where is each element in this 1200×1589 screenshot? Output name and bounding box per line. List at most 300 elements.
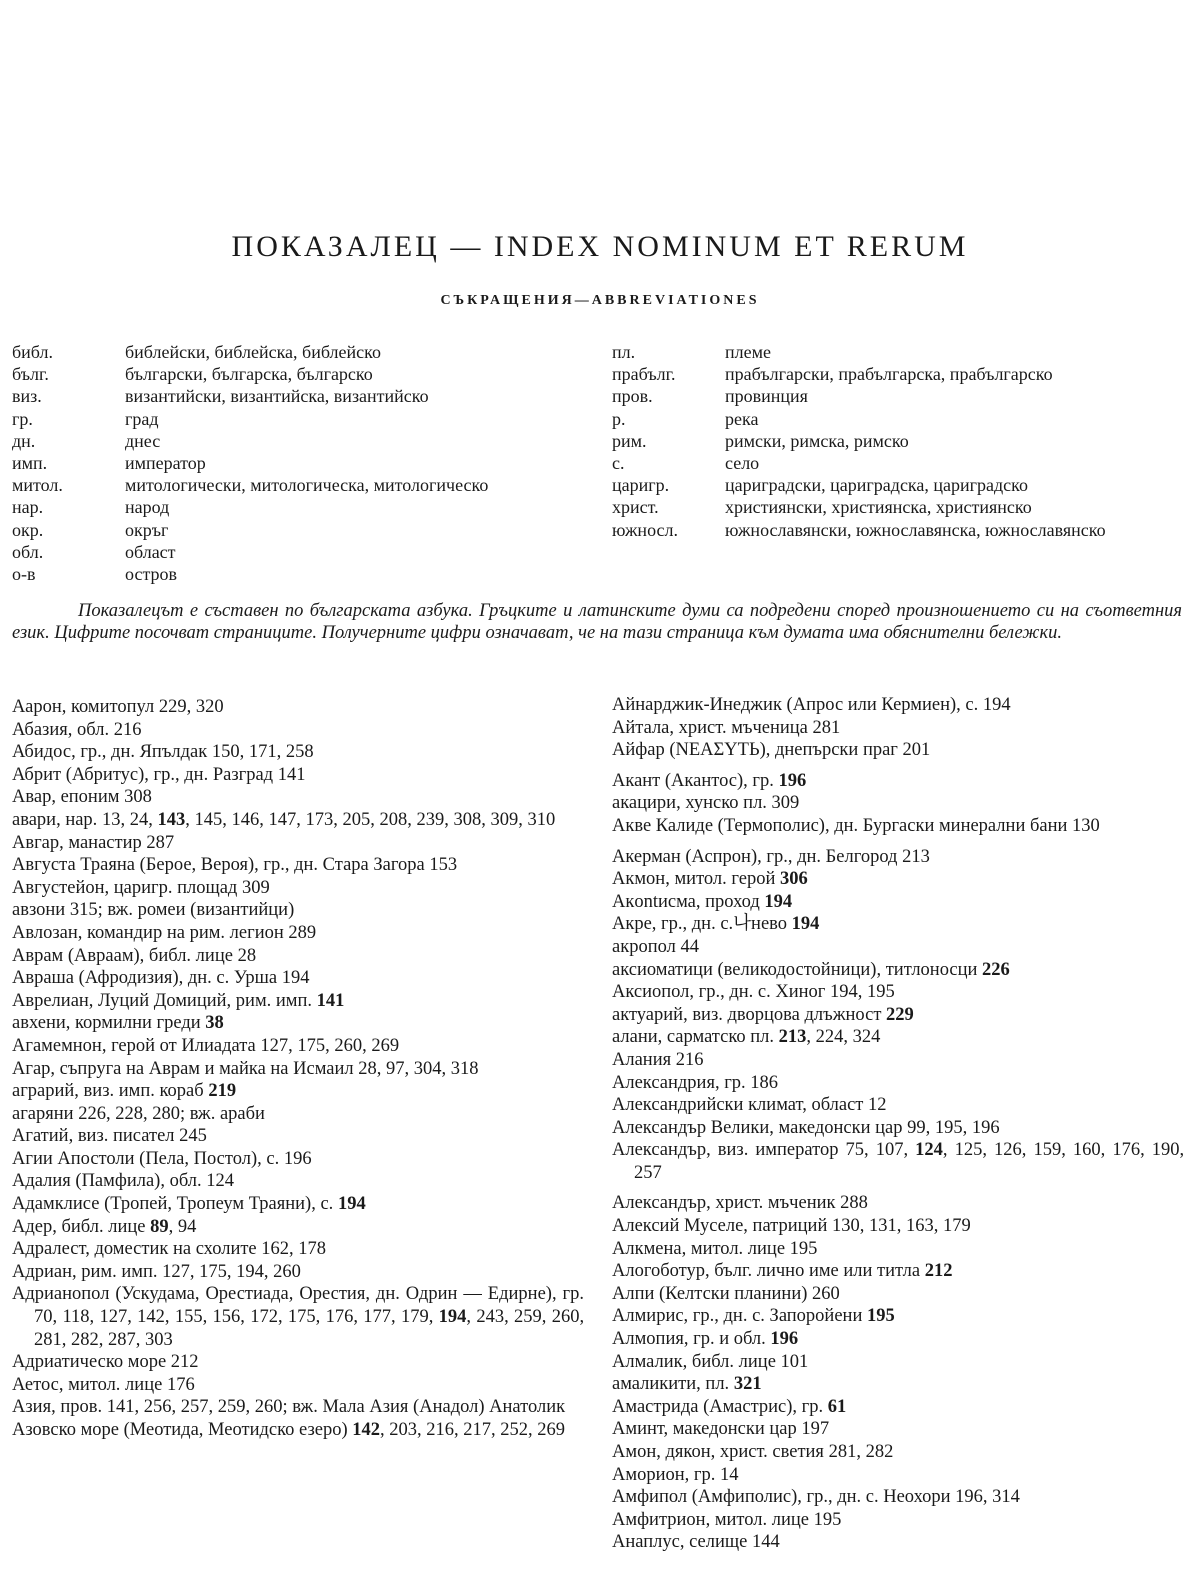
abbreviation-meaning: български, българска, българско — [125, 364, 373, 385]
page-ref: 144 — [751, 1532, 780, 1553]
index-entry — [12, 1170, 584, 1193]
index-entry — [612, 1328, 1184, 1351]
page-ref: 176 — [166, 1374, 195, 1395]
page-ref: 175 — [287, 1307, 316, 1328]
abbreviation-meaning: християнски, християнска, християнско — [725, 497, 1032, 518]
index-entry: алани, сарматско пл. 213, 224, 324 — [612, 1027, 881, 1048]
page-ref: 14 — [719, 1464, 739, 1485]
page-ref: 127 — [99, 1307, 128, 1328]
index-entry-headword: авари, нар. — [12, 809, 98, 830]
index-entry-headword: Амфитрион, митол. лице — [612, 1509, 809, 1530]
index-entry-headword: Агар, съпруга на Аврам и майка на Исмаил — [12, 1058, 354, 1079]
index-entry: Амфипол (Амфиполис), гр., дн. с. Неохори 196, 314 — [612, 1487, 1020, 1508]
index-entry — [12, 786, 584, 809]
abbreviation-row — [612, 430, 1182, 452]
index-entry — [12, 854, 584, 877]
index-entry-headword: Александър, христ. мъченик — [612, 1193, 836, 1214]
abbreviation-term: о-в — [12, 564, 36, 585]
index-entry: Александър Велики, македонски цар 99, 195, 196 — [612, 1117, 1000, 1138]
page-ref: 195 — [867, 982, 895, 1003]
index-entry-headword: акацири, хунско пл. — [612, 793, 767, 814]
index-entry-headword: Авлозан, командир на рим. легион — [12, 922, 284, 943]
page-ref: 126 — [994, 1140, 1022, 1161]
page-title: ПОКАЗАЛЕЦ — INDEX NOMINUM ET RERUM — [231, 230, 969, 263]
index-entry-headword: Алпи (Келтски планини) — [612, 1283, 808, 1304]
index-entry-headword: аграрий, виз. имп. кораб — [12, 1081, 204, 1102]
index-entry: Азовско море (Меотида, Меотидско езеро) 142, 203, 216, 217, 252, 269 — [12, 1420, 566, 1440]
index-entry-headword: Агии Апостоли (Пела, Постол), с. — [12, 1148, 280, 1169]
abbreviation-meaning: окръг — [125, 519, 169, 540]
abbreviation-term: южносл. — [612, 519, 678, 540]
index-entry-headword: Акontисма, проход — [612, 891, 760, 912]
index-entry — [612, 1305, 1184, 1328]
index-entry-headword: Алмопия, гр. и обл. — [612, 1329, 766, 1350]
abbreviation-term: дн. — [12, 430, 36, 451]
page-ref: 176 — [325, 1307, 354, 1328]
index-entry — [612, 959, 1184, 982]
abbreviation-meaning: остров — [125, 564, 178, 585]
index-entry-headword: Айнарджик-Инеджик (Апрос или Кермиен), с. — [612, 695, 979, 715]
index-entry: Адер, библ. лице 89, 94 — [12, 1216, 197, 1237]
index-entry-headword: Алания — [612, 1049, 672, 1070]
page-ref: 308 — [124, 787, 152, 808]
abbreviation-meaning: племе — [725, 342, 771, 362]
abbreviation-term: бълг. — [12, 364, 49, 385]
page-ref: 195 — [789, 1238, 818, 1259]
index-entry — [12, 922, 584, 945]
index-entry: Адрианопол (Ускудама, Орестиада, Орестия, дн. Одрин — Едирне), гр. 70, 118, 127, 142, 155, 156, 172, 175, 176, 177, 179, 194, 243, 259, 260, 281, 282, 287, 303 — [12, 1284, 585, 1350]
index-entry — [12, 1374, 584, 1397]
index-entry: Агар, съпруга на Аврам и майка на Исмаил 28, 97, 304, 318 — [12, 1058, 479, 1079]
page-ref: 304 — [413, 1058, 442, 1079]
index-entry: агаряни 226, 228, 280; вж. араби — [12, 1103, 265, 1124]
index-entry-headword: авхени, кормилни греди — [12, 1013, 201, 1034]
page-ref: 245 — [179, 1126, 207, 1147]
abbreviation-meaning: днес — [125, 430, 161, 451]
index-entry-headword: Акмон, митол. герой — [612, 869, 776, 890]
abbreviation-meaning: южнославянски, южнославянска, южнославянско — [725, 519, 1106, 540]
index-entry-headword: Акант (Акантос), гр. — [612, 770, 774, 791]
page-ref: 243 — [476, 1307, 505, 1328]
page-ref: 28 — [358, 1058, 377, 1079]
index-entry-headword: Адамклисе (Тропей, Тропеум Траяни), с. — [12, 1194, 334, 1215]
page-ref: 260 — [273, 1261, 301, 1282]
abbreviation-row — [612, 452, 1182, 474]
index-note: Показалецът е съставен по българската азбука. Гръцките и латинските думи са подредени според произношението си на съответния език. Цифрите посочват страниците. Получерните цифри означават, че на тази страница към думата има обяснителни бележки. — [12, 601, 1182, 643]
page-ref: 260 — [812, 1283, 840, 1304]
index-entry-crossref: ; вж. Мала Азия (Анадол) Анатолик — [282, 1397, 566, 1418]
page-ref: 13 — [101, 809, 121, 830]
page-ref: 259 — [217, 1397, 246, 1418]
index-entry — [12, 1148, 584, 1171]
page-ref: 260 — [551, 1307, 580, 1328]
index-entry-headword: Адер, библ. лице — [12, 1216, 146, 1237]
page-ref: 281 — [34, 1329, 62, 1350]
page-ref: 282 — [865, 1442, 894, 1462]
page-ref: 269 — [537, 1420, 566, 1440]
index-entry — [612, 717, 1184, 740]
index-entry-headword: Адриан, рим. имп. — [12, 1261, 158, 1282]
page-ref: 205 — [342, 809, 371, 830]
abbreviation-row — [12, 519, 592, 541]
index-entry — [612, 1351, 1184, 1374]
abbreviation-term: пров. — [612, 386, 653, 407]
page-ref: 190 — [1151, 1140, 1180, 1161]
index-entry — [612, 1283, 1184, 1306]
page-ref: 28 — [237, 945, 257, 966]
page-ref-bold: 213 — [778, 1027, 807, 1048]
index-entry-headword: Авгар, манастир — [12, 832, 142, 853]
page-ref: 179 — [942, 1216, 971, 1237]
index-entry — [612, 913, 1184, 936]
page-ref: 287 — [108, 1329, 136, 1350]
abbreviation-row — [612, 496, 1182, 518]
page-ref: 212 — [170, 1352, 199, 1373]
index-entry-headword: Авраша (Афродизия), дн. с. Урша — [12, 968, 278, 989]
page-ref-bold: 194 — [337, 1194, 366, 1215]
page-ref: 12 — [868, 1095, 887, 1116]
page-ref: 147 — [268, 809, 297, 830]
index-entry — [612, 792, 1184, 815]
index-entry — [12, 719, 584, 742]
index-entry-headword: алани, сарматско пл. — [612, 1027, 775, 1048]
abbreviation-row — [612, 385, 1182, 407]
page-ref: 260 — [254, 1397, 283, 1418]
index-entry: Адралест, доместик на схолите 162, 178 — [12, 1239, 327, 1260]
index-entry — [612, 1072, 1184, 1095]
page-ref: 176 — [1112, 1140, 1141, 1161]
page-ref: 239 — [416, 809, 445, 830]
index-entry-headword: Алкмена, митол. лице — [612, 1238, 786, 1259]
index-entry — [612, 1373, 1184, 1396]
index-entry — [612, 1049, 1184, 1072]
index-entry — [612, 770, 1184, 793]
page-ref-bold: 142 — [352, 1420, 381, 1440]
abbreviation-term: митол. — [12, 475, 63, 496]
abbreviation-row — [12, 385, 592, 407]
index-entry — [612, 868, 1184, 891]
page-ref: 229 — [158, 697, 187, 717]
index-entry — [612, 815, 1184, 838]
page-ref: 310 — [527, 809, 556, 830]
page-ref: 213 — [902, 846, 930, 867]
index-entry-headword: Акве Калиде (Термополис), дн. Бургаски минерални бани — [612, 815, 1068, 836]
page-ref: 160 — [1072, 1140, 1101, 1161]
index-entry-headword: агаряни — [12, 1103, 74, 1124]
page-ref-bold: 306 — [779, 869, 808, 890]
page-ref: 257 — [180, 1397, 209, 1418]
index-entry — [12, 1012, 584, 1035]
page-ref: 178 — [298, 1239, 327, 1260]
page-ref: 155 — [174, 1307, 203, 1328]
page-ref: 177 — [363, 1307, 392, 1328]
index-entry-headword: Аетос, митол. лице — [12, 1374, 163, 1395]
page-ref: 216 — [426, 1420, 455, 1440]
page-ref-bold: 195 — [866, 1306, 895, 1327]
page-ref: 141 — [277, 764, 306, 785]
index-right-column — [612, 694, 1184, 1554]
page-ref: 156 — [212, 1307, 241, 1328]
abbreviation-term: гр. — [12, 408, 33, 429]
page-ref: 186 — [750, 1072, 779, 1093]
page-ref: 196 — [955, 1487, 983, 1508]
abbreviation-row — [612, 519, 1182, 541]
page-ref: 216 — [113, 719, 142, 740]
page-ref-bold: 219 — [208, 1081, 237, 1102]
index-entry-headword: Анаплус, селище — [612, 1532, 748, 1553]
page-ref: 256 — [143, 1397, 172, 1418]
abbreviation-term: с. — [612, 453, 625, 474]
abbreviation-meaning: император — [125, 453, 206, 474]
page-ref: 280 — [152, 1103, 180, 1124]
page-ref-bold: 226 — [982, 959, 1010, 980]
abbreviation-row — [612, 363, 1182, 385]
index-entry-headword: Адриатическо море — [12, 1352, 167, 1373]
abbreviation-row — [12, 452, 592, 474]
page-ref-bold: 212 — [924, 1261, 953, 1282]
page-ref: 179 — [400, 1307, 429, 1328]
index-entry-headword: Абидос, гр., дн. Япълдак — [12, 742, 208, 763]
index-entry-headword: Айтала, христ. мъченица — [612, 717, 808, 738]
page-ref: 287 — [146, 832, 175, 853]
page-ref-bold: 194 — [438, 1307, 467, 1328]
page-ref: 141 — [106, 1397, 135, 1418]
page-ref: 173 — [305, 809, 334, 830]
index-entry-headword: Александър Велики, македонски цар — [612, 1117, 903, 1138]
index-entry: Абидос, гр., дн. Япълдак 150, 171, 258 — [12, 742, 314, 763]
index-entry — [12, 1351, 584, 1374]
index-entry-headword: Адрианопол (Ускудама, Орестиада, Орестия, дн. Одрин — Едирне), гр. — [12, 1284, 584, 1305]
page-ref: 324 — [852, 1027, 881, 1048]
index-entry — [612, 1094, 1184, 1117]
page-ref: 127 — [162, 1261, 190, 1282]
abbreviation-meaning: римски, римска, римско — [725, 430, 909, 451]
index-entry: Алексий Муселе, патриций 130, 131, 163, 179 — [612, 1216, 971, 1237]
index-entry-headword: амаликити, пл. — [612, 1374, 730, 1395]
page-ref-bold: 194 — [791, 914, 820, 935]
abbreviation-meaning: село — [725, 453, 760, 474]
page-ref: 124 — [206, 1171, 235, 1192]
index-entry — [612, 1464, 1184, 1487]
abbreviation-term: имп. — [12, 453, 48, 474]
page-ref-bold: 61 — [827, 1396, 847, 1417]
page-ref: 194 — [236, 1261, 264, 1282]
abbreviation-term: нар. — [12, 497, 44, 518]
page-ref-bold: 321 — [733, 1374, 762, 1395]
page-ref: 145 — [194, 809, 223, 830]
page-ref: 171 — [248, 742, 277, 763]
page-ref: 318 — [450, 1058, 479, 1079]
page-ref-bold: 194 — [764, 891, 793, 912]
index-entry-headword: Абазия, обл. — [12, 719, 110, 740]
page-ref: 281 — [812, 717, 841, 738]
page-ref: 175 — [199, 1261, 227, 1282]
index-entry — [12, 990, 584, 1013]
abbreviation-term: обл. — [12, 541, 44, 562]
abbreviation-row — [12, 563, 592, 585]
index-entry — [612, 1531, 1184, 1554]
index-entry-headword: Александрия, гр. — [612, 1072, 746, 1093]
page-ref: 269 — [371, 1035, 400, 1056]
abbreviation-term: рим. — [612, 430, 647, 451]
page-ref: 252 — [500, 1420, 529, 1440]
index-entry — [612, 1238, 1184, 1261]
page-ref: 224 — [815, 1027, 844, 1048]
page-ref: 203 — [389, 1420, 418, 1440]
index-entry: Аарон, комитопул 229, 320 — [12, 697, 224, 717]
abbreviation-meaning: библейски, библейска, библейско — [125, 342, 381, 362]
page-ref: 309 — [771, 793, 800, 814]
index-entry-headword: Адалия (Памфила), обл. — [12, 1171, 202, 1192]
page-ref-bold: 229 — [886, 1004, 914, 1025]
index-entry-headword: актуарий, виз. дворцова длъжност — [612, 1004, 882, 1025]
page-ref: 194 — [281, 968, 310, 989]
index-entry — [612, 1192, 1184, 1215]
abbreviation-row — [612, 341, 1182, 363]
page-ref: 289 — [288, 922, 317, 943]
page-ref: 175 — [297, 1035, 326, 1056]
index-entry — [12, 967, 584, 990]
page-ref-bold: 124 — [915, 1140, 943, 1161]
index-entry: Адриан, рим. имп. 127, 175, 194, 260 — [12, 1261, 301, 1282]
abbreviation-term: р. — [612, 408, 626, 429]
index-entry — [612, 936, 1184, 959]
abbreviation-row — [12, 408, 592, 430]
page-ref-bold: 89 — [150, 1216, 169, 1237]
index-entry — [12, 899, 584, 922]
index-entry — [612, 739, 1184, 762]
page-ref: 107 — [875, 1140, 904, 1161]
index-entry-headword: Алогоботур, бълг. лично име или титла — [612, 1261, 921, 1282]
index-entry-headword: Алексий Муселе, патриций — [612, 1216, 828, 1237]
page-ref: 153 — [429, 855, 458, 876]
index-entry-headword: Азия, пров. — [12, 1397, 103, 1418]
abbreviation-row — [12, 363, 592, 385]
page-ref: 195 — [934, 1117, 963, 1138]
index-entry-headword: Августа Траяна (Берое, Вероя), гр., дн. Стара Загора — [12, 855, 425, 876]
index-entry: Амон, дякон, христ. светия 281, 282 — [612, 1442, 894, 1462]
index-entry — [612, 846, 1184, 869]
index-entry-crossref: ; вж. араби — [179, 1103, 265, 1124]
page-ref: 257 — [634, 1162, 662, 1183]
page-ref: 130 — [831, 1216, 860, 1237]
page-ref: 195 — [813, 1509, 842, 1530]
index-entry-headword: Амфипол (Амфиполис), гр., дн. с. Неохори — [612, 1487, 951, 1508]
page-ref: 315 — [69, 900, 98, 921]
index-left-column — [12, 696, 584, 1442]
page-ref: 281 — [828, 1442, 857, 1462]
index-entry-headword: акропол — [612, 936, 676, 957]
page-ref: 24 — [129, 809, 149, 830]
page-ref: 131 — [868, 1216, 897, 1237]
page-ref: 130 — [1072, 815, 1100, 836]
abbreviation-meaning: провинция — [725, 386, 808, 407]
page-ref: 303 — [145, 1329, 173, 1350]
page-ref: 44 — [680, 936, 699, 957]
page-ref-bold: 141 — [316, 990, 345, 1011]
page-ref-bold: 196 — [778, 770, 807, 791]
index-entry: авари, нар. 13, 24, 143, 145, 146, 147, 173, 205, 208, 239, 308, 309, 310 — [12, 809, 556, 830]
abbreviation-meaning: град — [125, 408, 159, 429]
index-entry-headword: Айфар (ΝΕΑΣΥΤЬ), днепърски праг — [612, 740, 898, 761]
index-entry-headword: Августейон, царигр. площад — [12, 877, 238, 898]
index-entry-headword: Аврелиан, Луций Домиций, рим. имп. — [12, 990, 313, 1011]
index-entry-headword: авзони — [12, 900, 66, 921]
page-ref: 75 — [845, 1140, 865, 1161]
page-ref: 163 — [905, 1216, 934, 1237]
abbreviation-row — [12, 430, 592, 452]
index-entry — [12, 1193, 584, 1216]
index-entry-headword: Адралест, доместик на схолите — [12, 1239, 257, 1260]
page-ref: 125 — [954, 1140, 983, 1161]
page-ref: 194 — [982, 695, 1011, 715]
index-entry — [612, 1396, 1184, 1419]
page-ref: 320 — [195, 697, 224, 717]
page-ref: 146 — [231, 809, 260, 830]
index-entry-headword: Акре, гр., дн. с.나нево — [612, 914, 788, 935]
index-entry-headword: Алмалик, библ. лице — [612, 1351, 776, 1372]
abbreviation-row — [12, 474, 592, 496]
page-ref-bold: 143 — [157, 809, 186, 830]
page-ref: 197 — [801, 1419, 830, 1440]
index-entry: Александър, виз. император 75, 107, 124, 125, 126, 159, 160, 176, 190, 257 — [612, 1140, 1185, 1183]
abbreviation-term: виз. — [12, 386, 42, 407]
page-ref: 201 — [902, 740, 931, 761]
abbreviation-meaning: византийски, византийска, византийско — [125, 386, 429, 407]
page-ref: 162 — [261, 1239, 290, 1260]
index-entry-headword: Алмирис, гр., дн. с. Запоройени — [612, 1306, 863, 1327]
index-entry-headword: Александър, виз. император — [612, 1140, 839, 1161]
index-entry — [612, 694, 1184, 717]
page-ref: 260 — [334, 1035, 363, 1056]
abbreviations-left-column — [12, 341, 592, 585]
page-ref: 259 — [514, 1307, 542, 1328]
abbreviation-term: пл. — [612, 342, 636, 362]
page-ref: 150 — [211, 742, 240, 763]
page-ref: 288 — [840, 1193, 868, 1214]
page-ref: 159 — [1033, 1140, 1062, 1161]
abbreviation-row — [12, 496, 592, 518]
index-entry — [612, 1509, 1184, 1532]
page-ref: 228 — [115, 1103, 143, 1124]
abbreviation-meaning: цариградски, цариградска, цариградско — [725, 475, 1028, 496]
index-entry-headword: Александрийски климат, област — [612, 1095, 864, 1116]
index-entry — [12, 877, 584, 900]
index-entry: Аксиопол, гр., дн. с. Хиног 194, 195 — [612, 982, 895, 1003]
page-ref: 196 — [971, 1117, 1000, 1138]
page-ref: 216 — [675, 1049, 704, 1070]
index-entry-headword: Абрит (Абритус), гр., дн. Разград — [12, 764, 274, 785]
page-ref: 226 — [78, 1103, 106, 1124]
abbreviation-term: окр. — [12, 519, 44, 540]
index-entry-headword: Агатий, виз. писател — [12, 1126, 175, 1147]
index-entry — [612, 1418, 1184, 1441]
index-entry-headword: Азовско море (Меотида, Меотидско езеро) — [12, 1420, 348, 1440]
page-ref: 118 — [62, 1307, 90, 1328]
page-ref: 208 — [379, 809, 408, 830]
abbreviation-term: библ. — [12, 342, 53, 362]
index-entry — [12, 945, 584, 968]
page-ref: 258 — [285, 742, 314, 763]
page-ref-bold: 38 — [205, 1013, 224, 1034]
index-entry-headword: Агамемнон, герой от Илиадата — [12, 1035, 256, 1056]
abbreviations-heading: СЪКРАЩЕНИЯ—ABBREVIATIONES — [440, 293, 760, 308]
index-entry — [612, 1260, 1184, 1283]
index-entry-headword: Аарон, комитопул — [12, 697, 155, 717]
index-entry — [12, 832, 584, 855]
page-ref: 94 — [177, 1216, 197, 1237]
abbreviation-row — [612, 408, 1182, 430]
